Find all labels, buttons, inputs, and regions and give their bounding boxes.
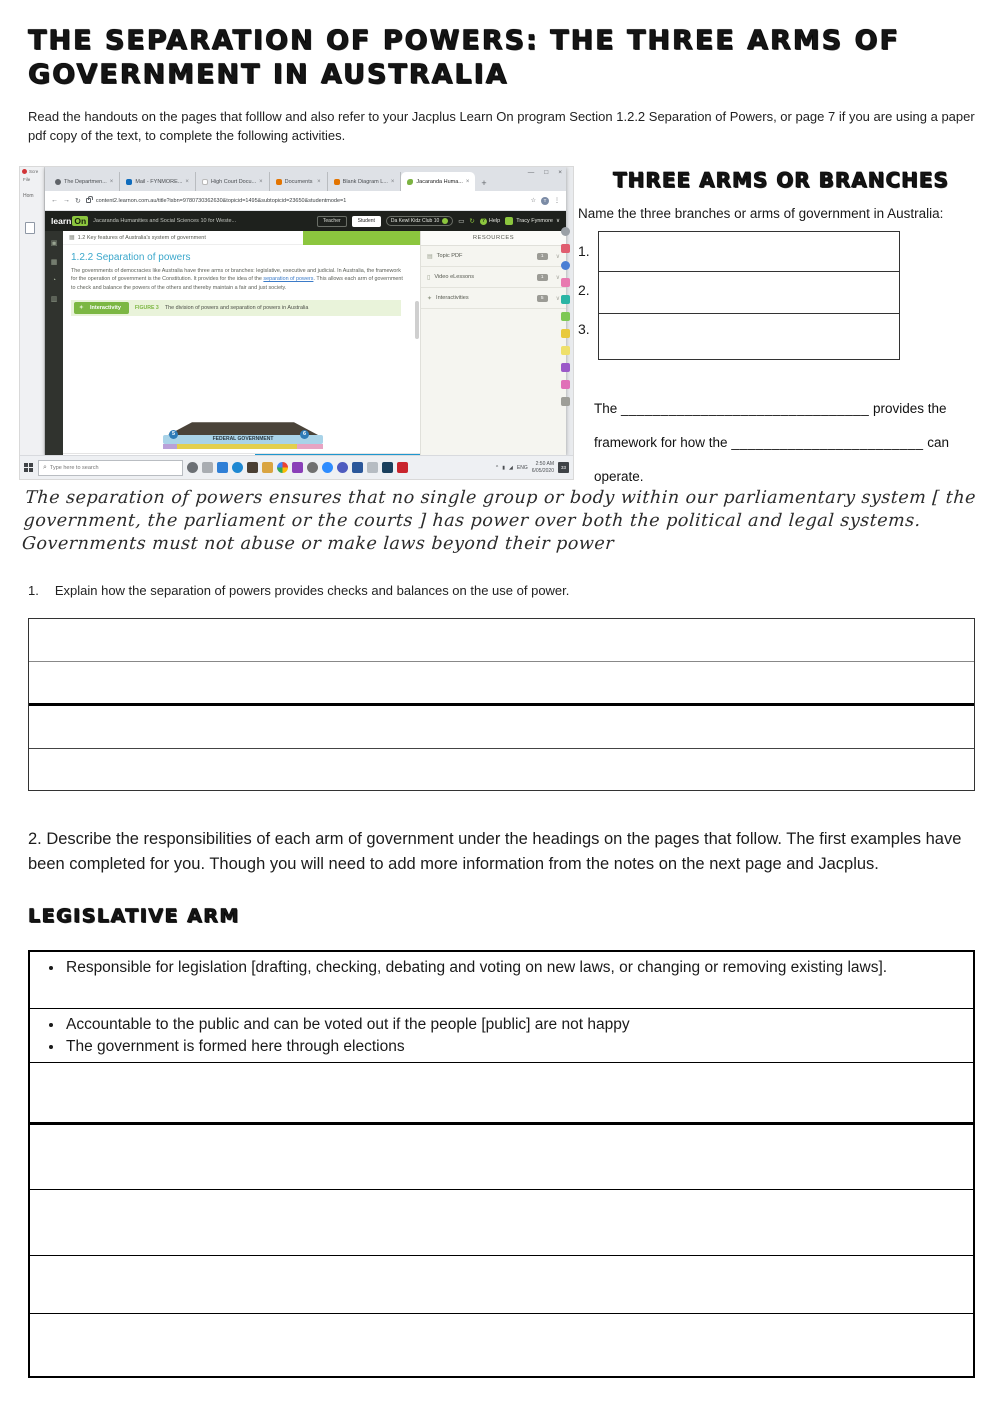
green-accent-bar [303,231,420,245]
diagram-color-strip [163,444,323,449]
question-2: 2. Describe the responsibilities of each arm of government under the headings on the pages that follow. The first examples have been completed for you. Though you will need to add more information from the notes on the next page and Jacplus. [28,830,962,873]
maximize-icon[interactable]: □ [544,169,549,176]
federal-government-banner: FEDERAL GOVERNMENT 5 6 [163,435,323,444]
taskbar-clock[interactable]: 2:50 AM 6/05/2020 [531,461,554,474]
three-arms-prompt: Name the three branches or arms of government in Australia: [578,206,944,221]
close-tab-icon[interactable]: × [390,178,395,185]
battery-icon: ▮ [502,464,506,471]
legislative-row-filled: • Accountable to the public and can be voted out if the people [public] are not happy • The government is formed here through elections [30,1009,973,1063]
magnifier-icon[interactable] [561,227,570,236]
zoom-icon[interactable] [322,462,333,473]
file-menu[interactable]: File [23,177,31,182]
background-window-title: Scre [29,169,39,174]
grid-icon: ▦ [69,235,75,241]
browser-tab[interactable]: Mail - FYNMORE... × [120,172,196,191]
answer-row[interactable] [29,706,974,749]
answer-row[interactable] [29,619,974,662]
leaf-favicon [407,179,413,185]
chevron-down-icon[interactable]: ∨ [555,274,560,281]
question-1-answer-table [28,618,975,791]
class-avatar-icon [442,218,448,224]
lesson-paragraph: The governments of democracies like Australia have three arms or branches: legislative, executive and judicial. In Australia, the framework for the operation of government is the Constitution. It provides for the idea of the separation of powers. This allows each arm of government to check and balance the powers of the others and thereby maintain a fair and just society. [71,268,403,291]
sidebar-progress-icon[interactable]: ◔ [51,277,57,284]
chrome-icon[interactable] [277,462,288,473]
notification-badge[interactable]: 33 [558,462,569,473]
help-icon: ? [481,217,485,224]
handwritten-note: The separation of powers ensures that no single group or body within our parliamentary system [ the government, the parliament or the courts ] has power over both the political and legal systems. Governments must not abuse or make laws beyond their power [21,488,977,555]
purple-pen-icon[interactable] [561,363,570,372]
close-tab-icon[interactable]: × [185,178,189,185]
app-icon [22,169,27,174]
close-tab-icon[interactable]: × [465,178,470,185]
three-arms-section [578,168,984,494]
lesson-heading: 1.2.2 Separation of powers [71,252,191,263]
pink-tool-icon[interactable] [561,278,570,287]
subtopic-title: 1.2 Key features of Australia's system of government [77,234,206,241]
diagram-marker-6[interactable]: 6 [300,430,309,439]
lock-icon [86,198,91,203]
teacher-toggle-button[interactable]: Teacher [317,216,347,227]
learnon-sidebar [45,231,63,475]
taskbar-search[interactable] [38,460,183,476]
glasses-icon[interactable]: ▭ [458,218,465,225]
back-icon[interactable]: ← [51,197,58,204]
address-input[interactable]: content2.learnon.com.au/title?isbn=9780730362630&topicid=1495&subtopicid=23650&studentmode=1 [95,197,347,204]
browser-tab[interactable]: Documents × [270,172,328,191]
count-badge: 1 [537,253,548,260]
help-button[interactable]: ? Help [481,217,501,224]
powerbi-icon[interactable] [382,462,393,473]
drive-favicon [334,179,340,185]
drive-favicon [276,179,282,185]
fill-in-the-blank: The _______________________________ provides the framework for how the ________________________ can operate. [594,401,950,484]
background-window [20,167,45,455]
pink-stamp-icon[interactable] [561,380,570,389]
resource-video-elessons[interactable]: ▯ Video eLessons 1 ∨ [421,267,566,288]
sync-icon[interactable]: ↻ [469,218,475,225]
cortana-icon[interactable] [187,462,198,473]
three-arms-answer-box [598,231,900,360]
close-window-icon[interactable]: × [558,169,562,176]
outlook-favicon [126,179,132,185]
count-badge: 5 [537,295,548,302]
answer-field-2[interactable] [599,272,899,314]
learnon-logo: learn On [51,216,87,226]
sidebar-toc-icon[interactable]: ▦ [50,259,58,266]
close-tab-icon[interactable]: × [317,178,321,185]
browser-tab[interactable]: Blank Diagram L... × [328,172,402,191]
intro-text: Read the handouts on the pages that folllow and also refer to your Jacplus Learn On program Section 1.2.2 Separation of Powers, or page 7 if you are using a paper pdf copy of the text, to complete the following activities. [28,109,975,143]
file-explorer-icon[interactable] [247,462,258,473]
printer-icon[interactable] [367,462,378,473]
federal-government-diagram [163,420,323,449]
sidebar-lessons-icon[interactable]: ▣ [50,240,58,247]
teal-tool-icon[interactable] [561,295,570,304]
search-icon: ⌕ [43,463,47,471]
document-icon [25,222,35,234]
browser-menu-icon[interactable]: ⋮ [554,198,560,204]
parliament-roof-shape [168,420,318,435]
gray-tool-icon[interactable] [561,397,570,406]
profile-avatar[interactable]: T [541,197,549,205]
tab-bar [45,167,566,191]
three-arms-heading: THREE ARMS OR BRANCHES [613,168,949,192]
settings-icon[interactable] [307,462,318,473]
class-selector[interactable]: Da Kewl Kidz Club 10 [386,216,453,226]
store-icon[interactable] [262,462,273,473]
blue-tool-icon[interactable] [561,261,570,270]
answer-row[interactable] [30,1190,973,1256]
embedded-screenshot [20,167,573,479]
acrobat-icon[interactable] [397,462,408,473]
pdf-book-icon: ▤ [427,253,433,260]
subtopic-bar [63,231,420,245]
resource-interactivities[interactable]: ✦ Interactivities 5 ∨ [421,288,566,309]
onenote-icon[interactable] [292,462,303,473]
answer-row[interactable] [29,749,974,791]
learnon-header [45,211,566,231]
interactivity-row [71,300,401,316]
scrollbar-thumb[interactable] [415,301,419,339]
browser-tab[interactable]: The Departmen... × [49,172,120,191]
browser-tab-active[interactable]: Jacaranda Huma... × [401,172,475,191]
page-title: THE SEPARATION OF POWERS: THE THREE ARMS OF GOVERNMENT IN AUSTRALIA [28,25,900,90]
lesson-content [63,231,420,453]
bookmark-star-icon[interactable]: ☆ [530,198,536,204]
answer-row[interactable] [30,1063,973,1125]
sidebar-results-icon[interactable]: ▥ [50,296,58,303]
url-bar [45,191,566,211]
answer-field-3[interactable] [599,314,899,359]
teams-icon[interactable] [337,462,348,473]
user-menu[interactable]: Tracy Fynmore ∨ [505,217,560,225]
minimize-icon[interactable]: — [527,169,535,176]
blank-field-1[interactable]: _______________________________ [621,401,870,416]
figure-label: FIGURE 3 [134,305,159,312]
reload-icon[interactable]: ↻ [75,197,81,205]
answer-field-1[interactable] [599,232,899,272]
browser-window [45,167,566,455]
student-toggle-button[interactable]: Student [352,216,381,227]
new-tab-button[interactable]: + [481,178,487,188]
browser-tab[interactable]: High Court Docu... × [196,172,270,191]
interactivity-button[interactable]: ✦ Interactivity [74,302,129,314]
edge-icon[interactable] [232,462,243,473]
learnon-body [45,231,566,475]
start-button[interactable] [24,463,34,473]
home-tab[interactable]: Hom [23,193,34,199]
tray-expand-icon[interactable]: ^ [495,464,499,471]
language-indicator[interactable]: ENG [516,464,528,471]
forward-icon[interactable]: → [63,197,70,204]
answer-row[interactable] [30,1125,973,1190]
count-badge: 1 [537,274,548,281]
resource-topic-pdf[interactable]: ▤ Topic PDF 1 ∨ [421,246,566,267]
book-title: Jacaranda Humanities and Social Sciences 10 for Weste... [93,218,237,224]
task-view-icon[interactable] [202,462,213,473]
doc-favicon [202,179,208,185]
close-tab-icon[interactable]: × [109,178,114,185]
legislative-row-filled: • Responsible for legislation [drafting, checking, debating and voting on new laws, or changing or removing existing laws]. [30,952,973,1009]
avatar [505,217,513,225]
three-arms-numbers: 1. 2. 3. [578,243,590,337]
annotation-toolbar [555,227,572,406]
mail-icon[interactable] [217,462,228,473]
answer-row[interactable] [30,1314,973,1376]
system-tray [496,461,569,474]
chevron-down-icon[interactable]: ∨ [555,295,560,302]
windows-taskbar [20,455,573,479]
diagram-marker-5[interactable]: 5 [169,430,178,439]
search-input[interactable] [50,465,178,471]
separation-of-powers-link[interactable]: separation of powers [263,276,314,283]
network-icon: ◢ [509,464,513,471]
legislative-arm-heading: LEGISLATIVE ARM [28,905,240,927]
red-tool-icon[interactable] [561,244,570,253]
yellow-note-icon[interactable] [561,346,570,355]
answer-row[interactable] [30,1256,973,1314]
answer-row[interactable] [29,662,974,707]
legislative-arm-table [28,950,975,1378]
chevron-down-icon[interactable]: ∨ [555,253,560,260]
blank-field-2[interactable]: ________________________ [731,435,924,450]
figure-caption: The division of powers and separation of powers in Australia [164,305,309,312]
close-tab-icon[interactable]: × [259,178,263,185]
interactivity-icon: ✦ [427,295,433,302]
green-tool-icon[interactable] [561,312,570,321]
video-icon: ▯ [427,274,431,281]
globe-favicon [55,179,61,185]
question-1: 1. Explain how the separation of powers provides checks and balances on the use of power. [28,583,570,598]
yellow-pencil-icon[interactable] [561,329,570,338]
word-icon[interactable] [352,462,363,473]
resources-panel [420,231,566,475]
resources-header: RESOURCES [421,231,566,246]
